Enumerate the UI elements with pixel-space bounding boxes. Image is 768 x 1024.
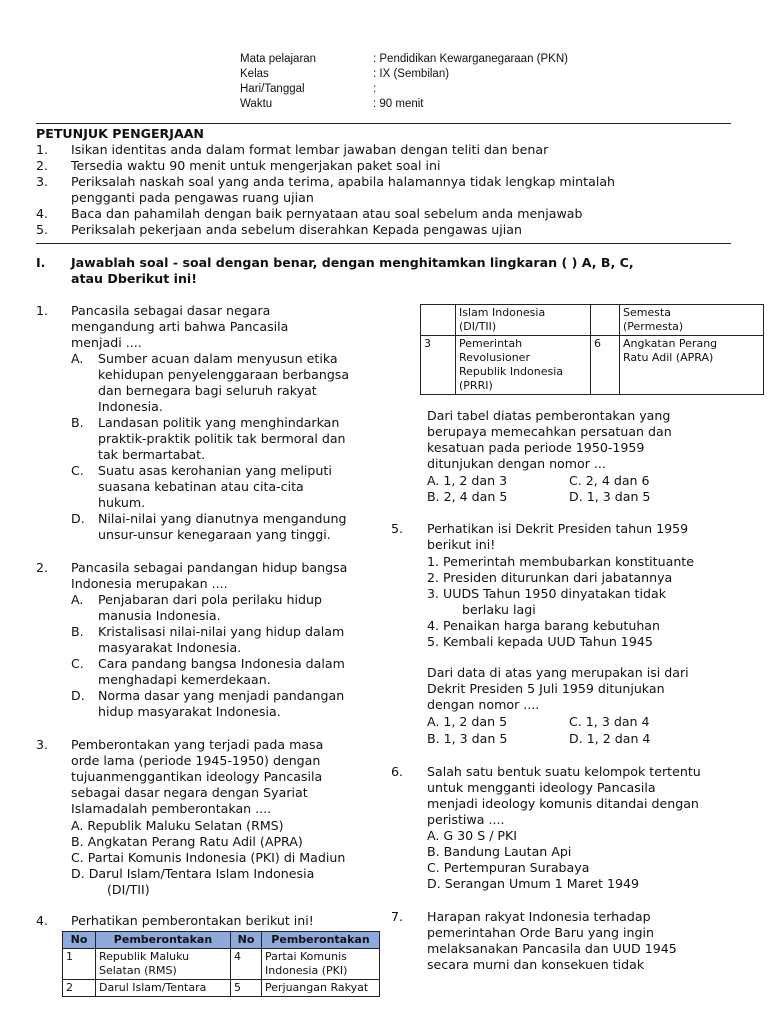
q6-opt-a[interactable]: A. G 30 S / PKI — [427, 828, 518, 843]
q1-opt-a-1: Sumber acuan dalam menyusun etika — [98, 351, 338, 366]
cell-pemberontakan — [620, 305, 764, 336]
q7-stem-3: melaksanakan Pancasila dan UUD 1945 — [427, 941, 677, 956]
q6-stem-1: Salah satu bentuk suatu kelompok tertentu — [427, 764, 701, 779]
q4-question-4: ditunjukan dengan nomor ... — [427, 456, 606, 471]
q3-opt-a[interactable]: A. Republik Maluku Selatan (RMS) — [71, 818, 284, 833]
value-waktu: : 90 menit — [373, 98, 424, 110]
section-number: I. — [36, 255, 46, 270]
q5-stem-1: Perhatikan isi Dekrit Presiden tahun 1959 — [427, 521, 689, 536]
cell-no: 6 — [591, 336, 620, 395]
q2-opt-b-2: masyarakat Indonesia. — [98, 640, 242, 655]
value-hari: : — [373, 83, 377, 95]
q2-opt-c-2: menghadapi kemerdekaan. — [98, 672, 271, 687]
q2-opt-a-letter[interactable]: A. — [71, 592, 84, 607]
q4-stem: Perhatikan pemberontakan berikut ini! — [71, 913, 314, 928]
cell-no: 3 — [421, 336, 456, 395]
divider-top — [36, 123, 731, 124]
q6-stem-3: menjadi ideology komunis ditandai dengan — [427, 796, 699, 811]
th-no-2: No — [231, 932, 262, 949]
petunjuk-item-1: Isikan identitas anda dalam format lembar jawaban dengan teliti dan benar — [71, 142, 549, 157]
q4-question-3: kesatuan pada periode 1950-1959 — [427, 440, 645, 455]
cell-no — [591, 305, 620, 336]
cell-no: 2 — [63, 980, 96, 997]
q4-ans-a[interactable]: A. 1, 2 dan 3 — [427, 473, 508, 488]
q2-opt-a-1: Penjabaran dari pola perilaku hidup — [98, 592, 322, 607]
q3-stem-3: tujuanmenggantikan ideology Pancasila — [71, 769, 323, 784]
cell-line: (PRRI) — [459, 379, 493, 392]
q5-ans-d[interactable]: D. 1, 2 dan 4 — [569, 731, 651, 746]
cell-line: Selatan (RMS) — [99, 964, 177, 977]
cell-line: Pemerintah — [459, 337, 523, 350]
q3-opt-d-cont: (DI/TII) — [107, 882, 150, 897]
q6-opt-d[interactable]: D. Serangan Umum 1 Maret 1949 — [427, 876, 639, 891]
q2-opt-d-1: Norma dasar yang menjadi pandangan — [98, 688, 345, 703]
q2-opt-a-2: manusia Indonesia. — [98, 608, 221, 623]
q5-question-2: Dekrit Presiden 5 Juli 1959 ditunjukan — [427, 681, 665, 696]
cell-pemberontakan: Perjuangan Rakyat — [262, 980, 380, 997]
q5-question-3: dengan nomor .... — [427, 697, 540, 712]
q1-opt-d-letter[interactable]: D. — [71, 511, 85, 526]
cell-line: (DI/TII) — [459, 320, 497, 333]
q1-stem-3: menjadi .... — [71, 335, 142, 350]
th-no-1: No — [63, 932, 96, 949]
q1-opt-b-1: Landasan politik yang menghindarkan — [98, 415, 340, 430]
q5-list-1: 1. Pemerintah membubarkan konstituante — [427, 554, 694, 569]
petunjuk-item-5: Periksalah pekerjaan anda sebelum diserahkan Kepada pengawas ujian — [71, 222, 522, 237]
cell-no: 4 — [231, 949, 262, 980]
q6-number: 6. — [391, 764, 404, 779]
q2-opt-b-letter[interactable]: B. — [71, 624, 84, 639]
q5-number: 5. — [391, 521, 404, 536]
label-mapel: Mata pelajaran — [240, 53, 317, 65]
q6-stem-2: untuk mengganti ideology Pancasila — [427, 780, 656, 795]
q5-list-5: 5. Kembali kepada UUD Tahun 1945 — [427, 634, 653, 649]
q5-list-3: 3. UUDS Tahun 1950 dinyatakan tidak — [427, 586, 666, 601]
q7-number: 7. — [391, 909, 404, 924]
q1-opt-a-letter[interactable]: A. — [71, 351, 84, 366]
cell-pemberontakan: Darul Islam/Tentara — [96, 980, 231, 997]
q4-table — [62, 931, 380, 997]
cell-line: Indonesia (PKI) — [265, 964, 348, 977]
q7-stem-4: secara murni dan konsekuen tidak — [427, 957, 645, 972]
q1-opt-c-letter[interactable]: C. — [71, 463, 84, 478]
cell-pemberontakan — [456, 305, 591, 336]
petunjuk-item-3: Periksalah naskah soal yang anda terima, apabila halamannya tidak lengkap mintalah — [71, 174, 616, 189]
cell-line: Islam Indonesia — [459, 306, 546, 319]
q1-opt-a-3: dan bernegara bagi seluruh rakyat — [98, 383, 317, 398]
label-kelas: Kelas — [240, 68, 269, 80]
section-instruction-line2: atau Dberikut ini! — [71, 271, 197, 286]
th-pemberontakan-1: Pemberontakan — [96, 932, 231, 949]
q1-stem-2: mengandung arti bahwa Pancasila — [71, 319, 289, 334]
q1-opt-d-1: Nilai-nilai yang dianutnya mengandung — [98, 511, 347, 526]
q1-opt-a-2: kehidupan penyelenggaraan berbangsa — [98, 367, 350, 382]
label-waktu: Waktu — [240, 98, 273, 110]
petunjuk-num-3: 3. — [36, 174, 49, 189]
q4-ans-d[interactable]: D. 1, 3 dan 5 — [569, 489, 651, 504]
q2-number: 2. — [36, 560, 49, 575]
cell-no: 5 — [231, 980, 262, 997]
label-hari: Hari/Tanggal — [240, 83, 305, 95]
q1-opt-c-2: suasana kebatinan atau cita-cita — [98, 479, 304, 494]
table-row — [421, 336, 764, 395]
q3-stem-1: Pemberontakan yang terjadi pada masa — [71, 737, 324, 752]
q1-opt-b-letter[interactable]: B. — [71, 415, 84, 430]
q5-ans-b[interactable]: B. 1, 3 dan 5 — [427, 731, 508, 746]
petunjuk-item-3-cont: pengganti pada pengawas ruang ujian — [71, 190, 314, 205]
section-instruction-line1: Jawablah soal - soal dengan benar, dengan menghitamkan lingkaran ( ) A, B, C, — [71, 255, 634, 270]
q3-opt-c[interactable]: C. Partai Komunis Indonesia (PKI) di Madiun — [71, 850, 346, 865]
q2-opt-b-1: Kristalisasi nilai-nilai yang hidup dalam — [98, 624, 345, 639]
petunjuk-num-5: 5. — [36, 222, 49, 237]
cell-line: Semesta — [623, 306, 672, 319]
value-kelas: : IX (Sembilan) — [373, 68, 450, 80]
q2-stem-2: Indonesia merupakan .... — [71, 576, 228, 591]
q1-opt-c-1: Suatu asas kerohanian yang meliputi — [98, 463, 332, 478]
q6-opt-b[interactable]: B. Bandung Lautan Api — [427, 844, 572, 859]
q5-list-4: 4. Penaikan harga barang kebutuhan — [427, 618, 661, 633]
q5-question-1: Dari data di atas yang merupakan isi dari — [427, 665, 689, 680]
q3-stem-5: Islamadalah pemberontakan .... — [71, 801, 272, 816]
cell-line: Revolusioner — [459, 351, 530, 364]
q4-number: 4. — [36, 913, 49, 928]
cell-line: Partai Komunis — [265, 950, 347, 963]
value-mapel: : Pendidikan Kewarganegaraan (PKN) — [373, 53, 568, 65]
q5-list-3-cont: berlaku lagi — [462, 602, 536, 617]
cell-pemberontakan — [620, 336, 764, 395]
q4-ans-c[interactable]: C. 2, 4 dan 6 — [569, 473, 650, 488]
cell-line: Republik Maluku — [99, 950, 190, 963]
petunjuk-num-1: 1. — [36, 142, 49, 157]
cell-pemberontakan — [262, 949, 380, 980]
petunjuk-item-4: Baca dan pahamilah dengan baik pernyataan atau soal sebelum anda menjawab — [71, 206, 583, 221]
petunjuk-num-2: 2. — [36, 158, 49, 173]
cell-line: (Permesta) — [623, 320, 684, 333]
cell-no: 1 — [63, 949, 96, 980]
q7-stem-2: pemerintahan Orde Baru yang ingin — [427, 925, 654, 940]
q1-stem-1: Pancasila sebagai dasar negara — [71, 303, 271, 318]
q2-opt-d-2: hidup masyarakat Indonesia. — [98, 704, 281, 719]
q2-stem-1: Pancasila sebagai pandangan hidup bangsa — [71, 560, 348, 575]
divider-middle — [36, 243, 731, 244]
q1-opt-b-2: praktik-praktik politik tak bermoral dan — [98, 431, 346, 446]
q3-stem-4: sebagai dasar negara dengan Syariat — [71, 785, 308, 800]
q6-stem-4: peristiwa .... — [427, 812, 505, 827]
q3-number: 3. — [36, 737, 49, 752]
q5-ans-c[interactable]: C. 1, 3 dan 4 — [569, 714, 650, 729]
q3-opt-b[interactable]: B. Angkatan Perang Ratu Adil (APRA) — [71, 834, 303, 849]
q7-stem-1: Harapan rakyat Indonesia terhadap — [427, 909, 651, 924]
table-row — [421, 305, 764, 336]
q2-opt-c-1: Cara pandang bangsa Indonesia dalam — [98, 656, 345, 671]
q5-list-2: 2. Presiden diturunkan dari jabatannya — [427, 570, 673, 585]
th-pemberontakan-2: Pemberontakan — [262, 932, 380, 949]
cell-line: Angkatan Perang — [623, 337, 718, 350]
table-header-row — [63, 932, 380, 949]
q1-opt-c-3: hukum. — [98, 495, 146, 510]
q5-ans-a[interactable]: A. 1, 2 dan 5 — [427, 714, 508, 729]
q2-opt-c-letter[interactable]: C. — [71, 656, 84, 671]
petunjuk-num-4: 4. — [36, 206, 49, 221]
cell-no — [421, 305, 456, 336]
cell-pemberontakan — [456, 336, 591, 395]
q6-opt-c[interactable]: C. Pertempuran Surabaya — [427, 860, 590, 875]
q1-opt-a-4: Indonesia. — [98, 399, 163, 414]
q4-question-1: Dari tabel diatas pemberontakan yang — [427, 408, 671, 423]
cell-line: Ratu Adil (APRA) — [623, 351, 714, 364]
q2-opt-d-letter[interactable]: D. — [71, 688, 85, 703]
cell-line: Republik Indonesia — [459, 365, 564, 378]
q3-stem-2: orde lama (periode 1945-1950) dengan — [71, 753, 321, 768]
table-row — [63, 980, 380, 997]
petunjuk-item-2: Tersedia waktu 90 menit untuk mengerjakan paket soal ini — [71, 158, 441, 173]
cell-pemberontakan — [96, 949, 231, 980]
q1-number: 1. — [36, 303, 49, 318]
q4-question-2: berupaya memecahkan persatuan dan — [427, 424, 672, 439]
q1-opt-b-3: tak bermartabat. — [98, 447, 206, 462]
q4-ans-b[interactable]: B. 2, 4 dan 5 — [427, 489, 508, 504]
q4-table-continued — [420, 304, 764, 395]
q1-opt-d-2: unsur-unsur kenegaraan yang tinggi. — [98, 527, 331, 542]
q3-opt-d[interactable]: D. Darul Islam/Tentara Islam Indonesia — [71, 866, 315, 881]
q5-stem-2: berikut ini! — [427, 537, 496, 552]
table-row — [63, 949, 380, 980]
petunjuk-title: PETUNJUK PENGERJAAN — [36, 126, 204, 141]
